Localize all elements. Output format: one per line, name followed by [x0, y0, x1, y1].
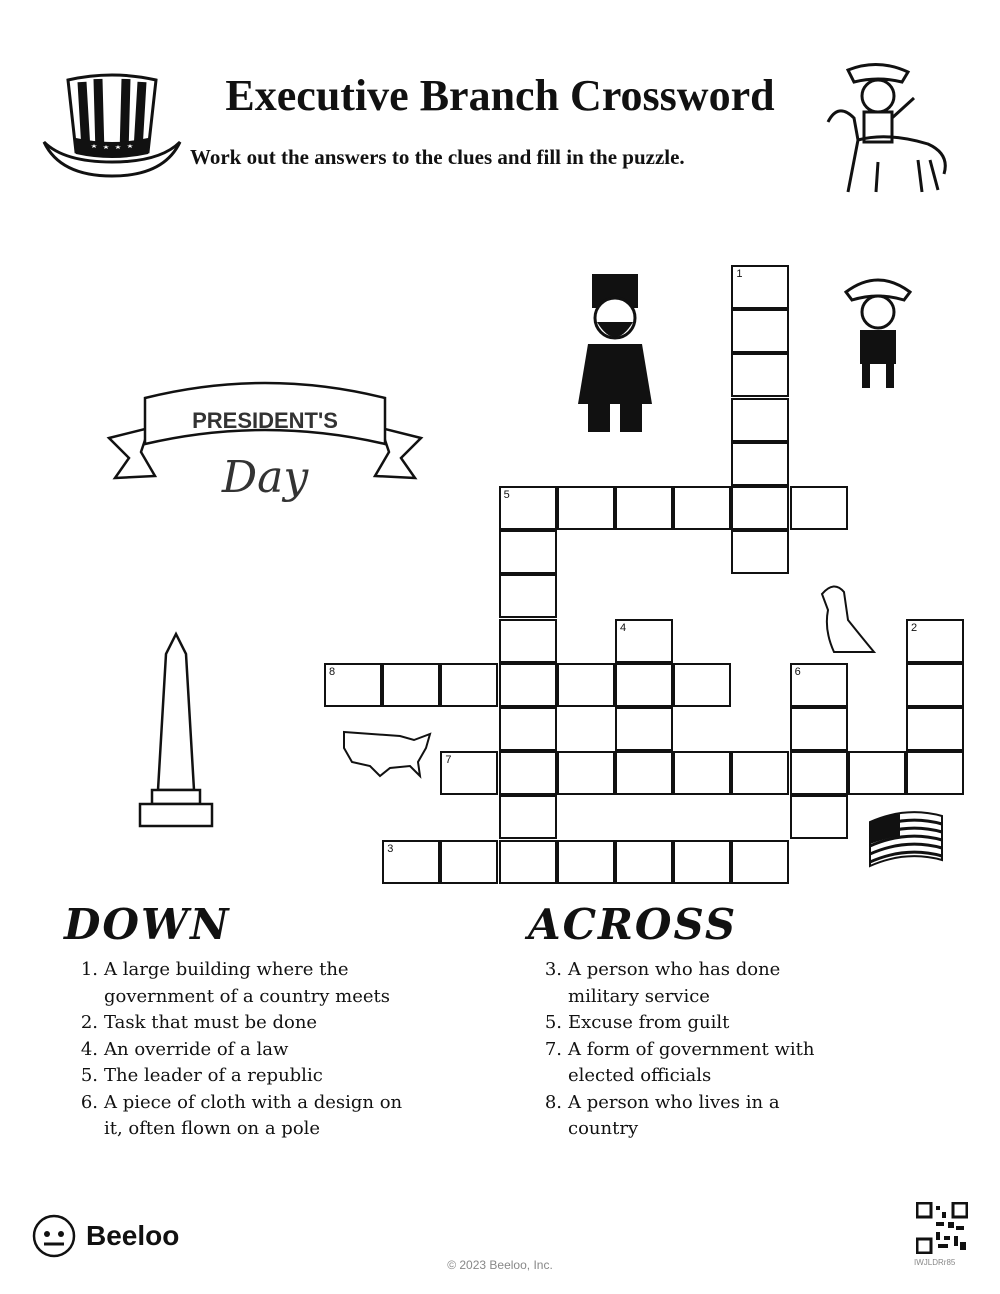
crossword-cell[interactable]: [615, 751, 673, 795]
clue-text: Excuse from guilt: [568, 1012, 730, 1033]
crossword-cell[interactable]: [615, 663, 673, 707]
clue-number: 5: [503, 489, 510, 501]
instructions: Work out the answers to the clues and fill in the puzzle.: [190, 145, 685, 169]
crossword-cell[interactable]: [499, 751, 557, 795]
across-heading: ACROSS: [528, 900, 738, 949]
crossword-cell[interactable]: [906, 619, 964, 663]
banner-text: PRESIDENT'S: [192, 408, 338, 433]
crossword-cell[interactable]: [673, 840, 731, 884]
crossword-cell[interactable]: [731, 486, 789, 530]
beeloo-logo: [32, 1214, 179, 1258]
qr-code-icon: [916, 1202, 968, 1254]
crossword-cell[interactable]: [557, 751, 615, 795]
crossword-cell[interactable]: [790, 663, 848, 707]
down-clues: [66, 957, 406, 1143]
clue-number: 8: [329, 665, 336, 678]
crossword-cell[interactable]: [499, 486, 557, 530]
clue-num: 2.: [80, 1012, 98, 1033]
crossword-cell[interactable]: [324, 663, 382, 707]
clue-number: 4: [620, 621, 627, 634]
across-clue: [530, 957, 850, 1010]
clue-text: A piece of cloth with a design on it, often flown on a pole: [104, 1091, 403, 1139]
clue-num: 8.: [544, 1091, 562, 1113]
worksheet-code: IWJLDRr85: [914, 1258, 956, 1267]
crossword-cell[interactable]: [615, 840, 673, 884]
crossword-cell[interactable]: [731, 840, 789, 884]
crossword-cell[interactable]: [790, 486, 848, 530]
across-clue: [530, 1090, 850, 1143]
crossword-cell[interactable]: [906, 707, 964, 751]
crossword-cell[interactable]: [440, 751, 498, 795]
across-clue: [530, 1037, 850, 1090]
across-clues: [530, 957, 850, 1143]
crossword-cell[interactable]: [615, 486, 673, 530]
american-flag-icon: [866, 806, 946, 872]
crossword-cell[interactable]: [731, 353, 789, 397]
clue-num: 1.: [80, 959, 98, 980]
crossword-cell[interactable]: [557, 840, 615, 884]
crossword-cell[interactable]: [615, 707, 673, 751]
clue-number: 6: [794, 665, 801, 678]
down-clue: [66, 1090, 406, 1143]
crossword-cell[interactable]: [499, 707, 557, 751]
eagle-icon: [814, 580, 880, 660]
crossword-cell[interactable]: [906, 751, 964, 795]
down-heading: DOWN: [64, 900, 231, 949]
crossword-cell[interactable]: [731, 530, 789, 574]
banner-day-text: Day: [221, 452, 309, 503]
clue-num: 5.: [544, 1012, 562, 1033]
crossword-cell[interactable]: [731, 309, 789, 353]
down-clue: [66, 957, 406, 1010]
crossword-cell[interactable]: [731, 265, 789, 309]
clue-text: An override of a law: [104, 1038, 289, 1060]
clue-num: 3.: [544, 959, 562, 980]
clue-number: 3: [387, 842, 394, 855]
clue-num: 6.: [80, 1091, 98, 1113]
crossword-cell[interactable]: [382, 840, 440, 884]
down-clue: [66, 1063, 406, 1090]
clue-text: The leader of a republic: [104, 1065, 323, 1086]
crossword-cell[interactable]: [790, 795, 848, 839]
clue-text: A person who has done military service: [568, 959, 781, 1007]
down-clue: [66, 1010, 406, 1037]
across-clue: [530, 1010, 850, 1037]
crossword-cell[interactable]: [499, 574, 557, 618]
usa-map-icon: [340, 726, 436, 780]
clue-num: 5.: [80, 1065, 98, 1086]
crossword-cell[interactable]: [499, 619, 557, 663]
crossword-cell[interactable]: [673, 751, 731, 795]
clue-number: 2: [911, 621, 918, 634]
clue-number: 7: [445, 754, 452, 767]
washington-monument-icon: [136, 630, 216, 830]
down-clue: [66, 1037, 406, 1064]
crossword-cell[interactable]: [790, 707, 848, 751]
bee-logo-icon: [32, 1214, 76, 1258]
crossword-cell[interactable]: [790, 751, 848, 795]
crossword-cell[interactable]: [731, 442, 789, 486]
clue-text: A large building where the government of a country meets: [104, 959, 390, 1007]
clue-number: 1: [736, 268, 743, 280]
lincoln-icon: [560, 272, 670, 437]
clue-num: 4.: [80, 1038, 98, 1060]
crossword-cell[interactable]: [906, 663, 964, 707]
page-title: Executive Branch Crossword: [225, 71, 775, 120]
crossword-cell[interactable]: [499, 795, 557, 839]
brand-name: Beeloo: [86, 1220, 180, 1251]
crossword-cell[interactable]: [848, 751, 906, 795]
crossword-cell[interactable]: [557, 663, 615, 707]
washington-icon: [838, 272, 918, 397]
crossword-cell[interactable]: [673, 663, 731, 707]
clue-num: 7.: [544, 1038, 562, 1060]
crossword-cell[interactable]: [615, 619, 673, 663]
washington-on-horse-icon: [818, 62, 958, 202]
presidents-day-banner: [105, 378, 425, 508]
crossword-cell[interactable]: [440, 663, 498, 707]
crossword-cell[interactable]: [557, 486, 615, 530]
clue-text: A form of government with elected officials: [568, 1038, 815, 1086]
crossword-cell[interactable]: [499, 530, 557, 574]
uncle-sam-hat-icon: [40, 72, 185, 182]
copyright: © 2023 Beeloo, Inc.: [447, 1258, 553, 1272]
crossword-cell[interactable]: [731, 751, 789, 795]
crossword-cell[interactable]: [382, 663, 440, 707]
crossword-cell[interactable]: [673, 486, 731, 530]
crossword-cell[interactable]: [499, 840, 557, 884]
crossword-cell[interactable]: [731, 398, 789, 442]
crossword-cell[interactable]: [499, 663, 557, 707]
clue-text: Task that must be done: [104, 1012, 318, 1033]
crossword-cell[interactable]: [440, 840, 498, 884]
clue-text: A person who lives in a country: [568, 1091, 780, 1139]
